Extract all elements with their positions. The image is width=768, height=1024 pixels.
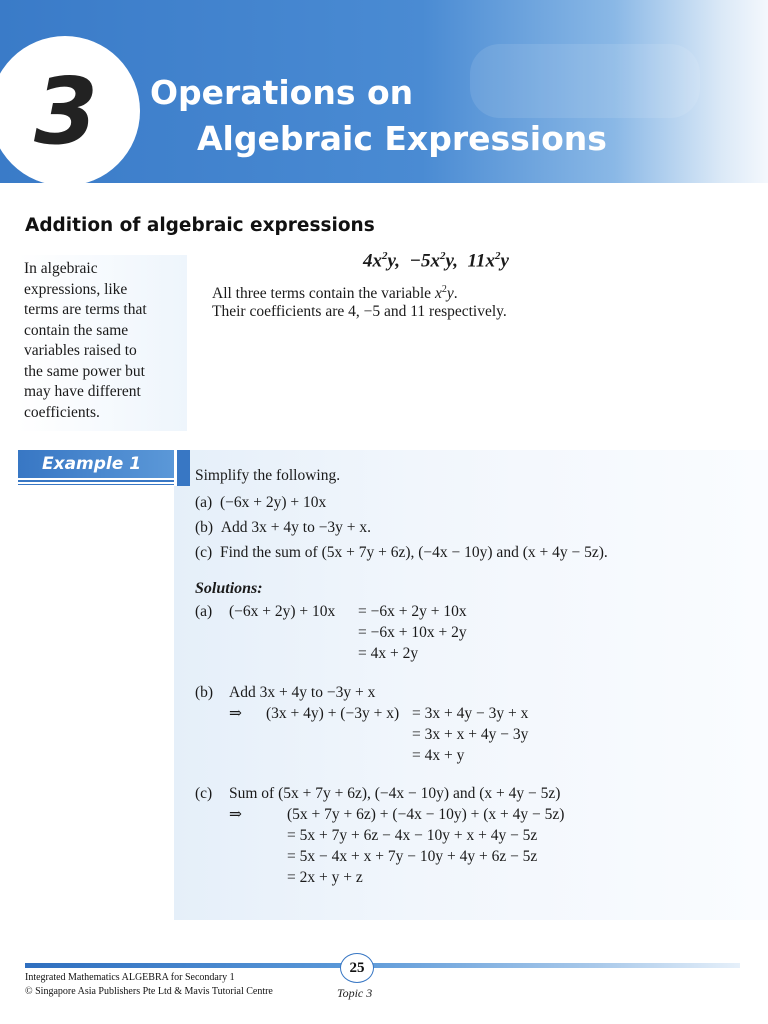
sidebar-note-line: coefficients. (24, 403, 100, 421)
question-b-text: Add 3x + 4y to −3y + x. (220, 519, 372, 536)
example-label: Example 1 (18, 450, 174, 478)
example-rule (18, 484, 174, 485)
term-2-exponent: 2 (440, 250, 446, 262)
intro-text: All three terms contain the variable (212, 285, 435, 303)
example-prompt: Simplify the following. (195, 467, 341, 484)
sidebar-note-line: terms are terms that (24, 301, 147, 318)
term-1-var-y: y (387, 250, 396, 272)
like-terms-example (363, 250, 509, 272)
solution-a-step: = −6x + 10x + 2y (358, 624, 467, 641)
intro-variable-line (212, 280, 458, 304)
intro-var-y: y (446, 285, 454, 303)
implies-arrow-icon: ⇒ (229, 806, 242, 823)
solution-a-step: = 4x + 2y (358, 645, 419, 662)
page-number: 25 (340, 953, 374, 983)
solution-c-label: (c) (195, 785, 213, 802)
footer-copyright: © Singapore Asia Publishers Pte Ltd & Mavis Tutorial Centre (25, 986, 273, 997)
section-heading: Addition of algebraic expressions (25, 215, 375, 236)
solution-a-lhs: (−6x + 2y) + 10x (229, 603, 336, 620)
term-2-var-x: x (430, 250, 440, 272)
sidebar-note (18, 255, 187, 431)
term-separator: , (453, 250, 458, 272)
question-b (195, 518, 371, 538)
intro-var-x: x (434, 285, 442, 303)
sidebar-note-line: variables raised to (24, 342, 137, 359)
term-3-exponent: 2 (494, 250, 501, 262)
solution-c-step: = 5x − 4x + x + 7y − 10y + 4y + 6z − 5z (287, 848, 538, 865)
chapter-title-line2: Algebraic Expressions (197, 119, 607, 158)
solution-c-step: = 5x + 7y + 6z − 4x − 10y + x + 4y − 5z (287, 827, 538, 844)
term-3-var-y: y (500, 250, 509, 272)
term-2-coefficient: −5 (409, 250, 431, 272)
implies-arrow-icon: ⇒ (229, 705, 242, 722)
footer-bar (25, 963, 740, 968)
intro-period: . (453, 285, 458, 303)
solution-b-lhs: (3x + 4y) + (−3y + x) (266, 705, 400, 722)
sidebar-note-line: In algebraic (24, 260, 98, 277)
chapter-title (150, 70, 607, 162)
sidebar-note-line: expressions, like (24, 280, 128, 298)
question-b-label: (b) (195, 519, 214, 536)
term-1-coefficient: 4 (363, 250, 373, 272)
term-1-exponent: 2 (382, 250, 388, 262)
footer-book-title: Integrated Mathematics ALGEBRA for Secondary 1 (25, 972, 235, 983)
solution-c-expression: (5x + 7y + 6z) + (−4x − 10y) + (x + 4y − 5z) (287, 806, 565, 823)
sidebar-note-line: the same power but (24, 362, 145, 380)
chapter-number-badge (0, 36, 140, 186)
sidebar-note-text (18, 255, 187, 423)
sidebar-note-line: may have different (24, 383, 141, 400)
sidebar-note-line: contain the same (24, 321, 129, 339)
solution-b-step: = 3x + 4y − 3y + x (412, 705, 529, 722)
intro-exponent: 2 (441, 284, 447, 295)
term-3-coefficient: 11 (467, 250, 486, 272)
solution-b-statement: Add 3x + 4y to −3y + x (229, 684, 376, 701)
solution-c-step: = 2x + y + z (287, 869, 363, 886)
example-tab (177, 450, 190, 486)
term-3-var-x: x (485, 250, 495, 272)
question-a-text: (−6x + 2y) + 10x (219, 494, 327, 511)
topic-label: Topic 3 (337, 986, 373, 1000)
chapter-title-line1: Operations on (150, 73, 414, 112)
solution-a-label: (a) (195, 603, 213, 620)
solutions-heading: Solutions: (195, 580, 263, 597)
term-separator: , (395, 250, 400, 272)
chapter-number: 3 (33, 57, 96, 165)
solution-b-step: = 3x + x + 4y − 3y (412, 726, 529, 743)
example-rule (18, 480, 174, 482)
solution-b-label: (b) (195, 684, 214, 701)
question-c (195, 543, 608, 563)
term-1-var-x: x (372, 250, 382, 272)
term-2-var-y: y (445, 250, 454, 272)
question-c-label: (c) (195, 544, 213, 561)
question-c-text: Find the sum of (5x + 7y + 6z), (−4x − 10y) and (x + 4y − 5z). (219, 544, 608, 561)
solution-a-step: = −6x + 2y + 10x (358, 603, 467, 620)
question-a-label: (a) (195, 494, 213, 511)
intro-coefficient-line: Their coefficients are 4, −5 and 11 respectively. (212, 303, 507, 320)
question-a (195, 493, 326, 513)
solution-b-step: = 4x + y (412, 747, 465, 764)
solution-c-statement: Sum of (5x + 7y + 6z), (−4x − 10y) and (x + 4y − 5z) (229, 785, 561, 802)
